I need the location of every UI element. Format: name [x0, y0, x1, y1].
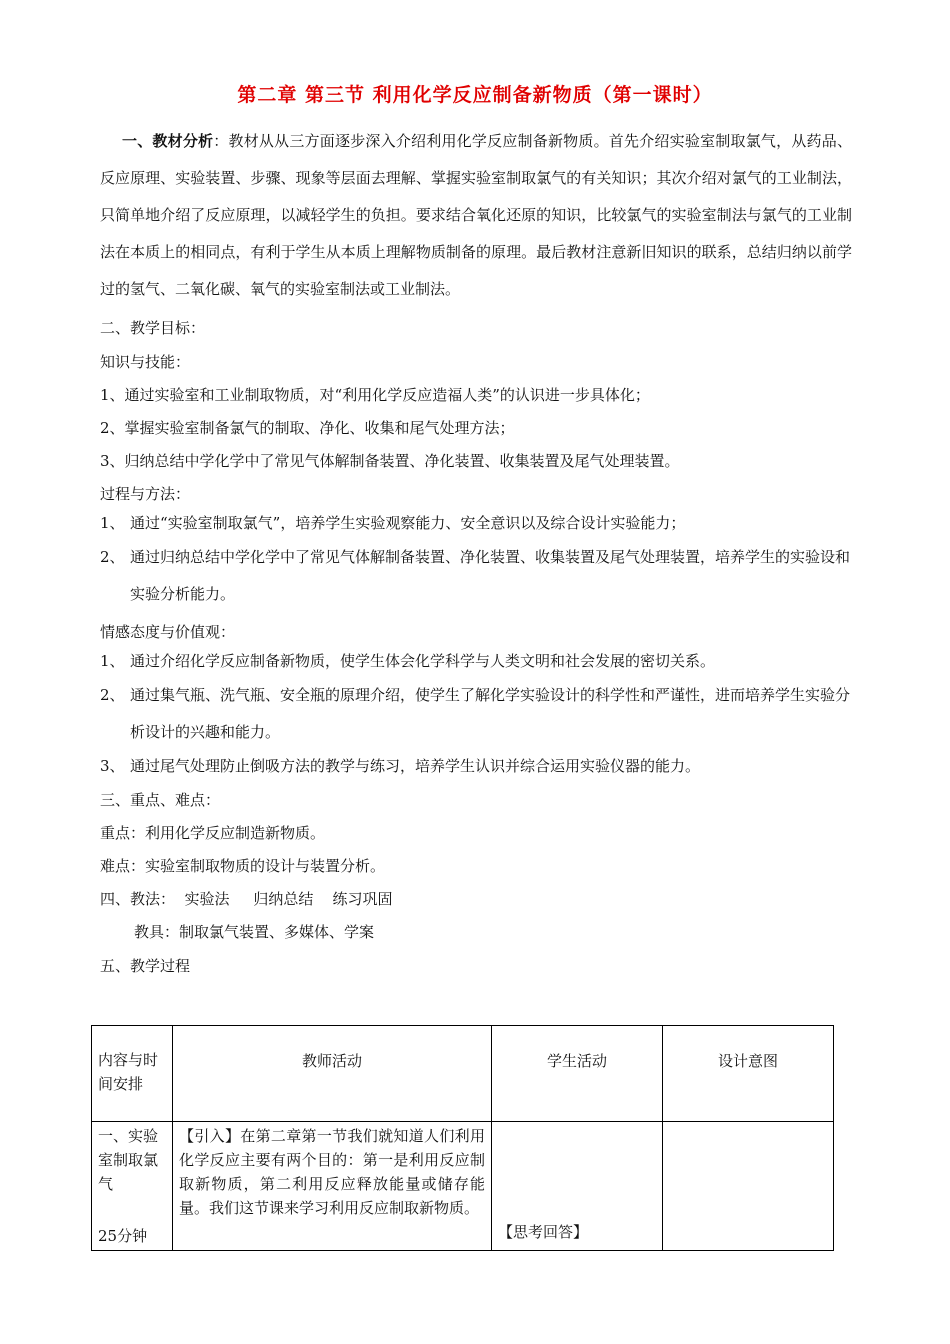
- header-student-activity: 学生活动: [546, 1052, 607, 1070]
- difficult-point: 难点：实验室制取物质的设计与装置分析。: [100, 857, 386, 875]
- table-cell-content: [92, 1122, 173, 1251]
- attitude-item-number: 3、: [100, 757, 125, 775]
- attitude-item-number: 2、: [100, 686, 125, 704]
- process-item: [100, 505, 852, 542]
- attitude-item-text: 通过尾气处理防止倒吸方法的教学与练习，培养学生认识并综合运用实验仪器的能力。: [130, 757, 701, 775]
- attitude-item: [100, 643, 852, 680]
- process-heading: 过程与方法：: [100, 485, 191, 503]
- teaching-methods: 四、教法： 实验法 归纳总结 练习巩固: [100, 890, 393, 908]
- page-title: 第二章 第三节 利用化学反应制备新物质（第一课时）: [237, 84, 713, 106]
- knowledge-item: 1、通过实验室和工业制取物质，对“利用化学反应造福人类”的认识进一步具体化；: [100, 386, 650, 404]
- teacher-activity-text: 【引入】在第二章第一节我们就知道人们利用化学反应主要有两个目的：第一是利用反应制取新物质，第二利用反应释放能量或储存能量。我们这节课来学习利用反应制取新物质。: [179, 1127, 485, 1217]
- analysis-text: ：教材从从三方面逐步深入介绍利用化学反应制备新物质。首先介绍实验室制取氯气，从药品、反应原理、实验装置、步骤、现象等层面去理解、掌握实验室制取氯气的有关知识；其次介绍对氯气的工业制法，只简单地介绍了反应原理，以减轻学生的负担。要求结合氧化还原的知识，比较氯气的实验室制法与氯气的工业制法在本质上的相同点，有利于学生从本质上理解物质制备的原理。最后教材注意新旧知识的联系，总结归纳以前学过的氢气、二氧化碳、氧气的实验室制法或工业制法。: [100, 132, 852, 298]
- knowledge-heading: 知识与技能：: [100, 353, 191, 371]
- attitude-item-text: 通过介绍化学反应制备新物质，使学生体会化学科学与人类文明和社会发展的密切关系。: [130, 652, 716, 670]
- section-duration: 25分钟: [98, 1227, 148, 1245]
- section-title: 一、实验室制取氯气: [98, 1127, 159, 1193]
- analysis-paragraph: [100, 123, 852, 308]
- process-item: [100, 539, 852, 613]
- key-point: 重点：利用化学反应制造新物质。: [100, 824, 326, 842]
- attitude-item: [100, 677, 852, 751]
- process-item-number: 1、: [100, 514, 125, 532]
- analysis-label: 一、教材分析: [122, 132, 214, 150]
- key-points-heading: 三、重点、难点：: [100, 791, 221, 809]
- attitude-heading: 情感态度与价值观：: [100, 623, 236, 641]
- table-row: [92, 1122, 834, 1251]
- attitude-item: [100, 748, 852, 785]
- teaching-tools: 教具：制取氯气装置、多媒体、学案: [134, 923, 375, 941]
- student-activity-text: 【思考回答】: [498, 1223, 589, 1241]
- header-teacher-activity: 教师活动: [301, 1052, 362, 1070]
- attitude-item-text: 通过集气瓶、洗气瓶、安全瓶的原理介绍，使学生了解化学实验设计的科学性和严谨性，进而培养学生实验分析设计的兴趣和能力。: [130, 686, 851, 741]
- table-header-cell: [92, 1026, 173, 1122]
- table-header-row: [92, 1026, 834, 1122]
- process-section-heading: 五、教学过程: [100, 957, 191, 975]
- process-item-number: 2、: [100, 548, 125, 566]
- goals-heading: 二、教学目标：: [100, 319, 206, 337]
- teaching-process-table: [91, 1025, 834, 1251]
- header-design-intent: 设计意图: [717, 1052, 778, 1070]
- knowledge-item: 2、掌握实验室制备氯气的制取、净化、收集和尾气处理方法；: [100, 419, 515, 437]
- table-header-cell: [173, 1026, 492, 1122]
- header-content-time: 内容与时间安排: [98, 1051, 159, 1093]
- table-header-cell: [492, 1026, 663, 1122]
- table-cell-teacher: [173, 1122, 492, 1251]
- process-item-text: 通过归纳总结中学化学中了常见气体解制备装置、净化装置、收集装置及尾气处理装置，培养学生的实验设和实验分析能力。: [130, 548, 851, 603]
- content-cell-body: [92, 1122, 172, 1250]
- table-cell-student: [492, 1122, 663, 1251]
- knowledge-item: 3、归纳总结中学化学中了常见气体解制备装置、净化装置、收集装置及尾气处理装置。: [100, 452, 680, 470]
- table-cell-intent: [663, 1122, 834, 1251]
- process-item-text: 通过“实验室制取氯气”，培养学生实验观察能力、安全意识以及综合设计实验能力；: [130, 514, 686, 532]
- design-intent-text: [663, 1122, 833, 1138]
- attitude-item-number: 1、: [100, 652, 125, 670]
- table-header-cell: [663, 1026, 834, 1122]
